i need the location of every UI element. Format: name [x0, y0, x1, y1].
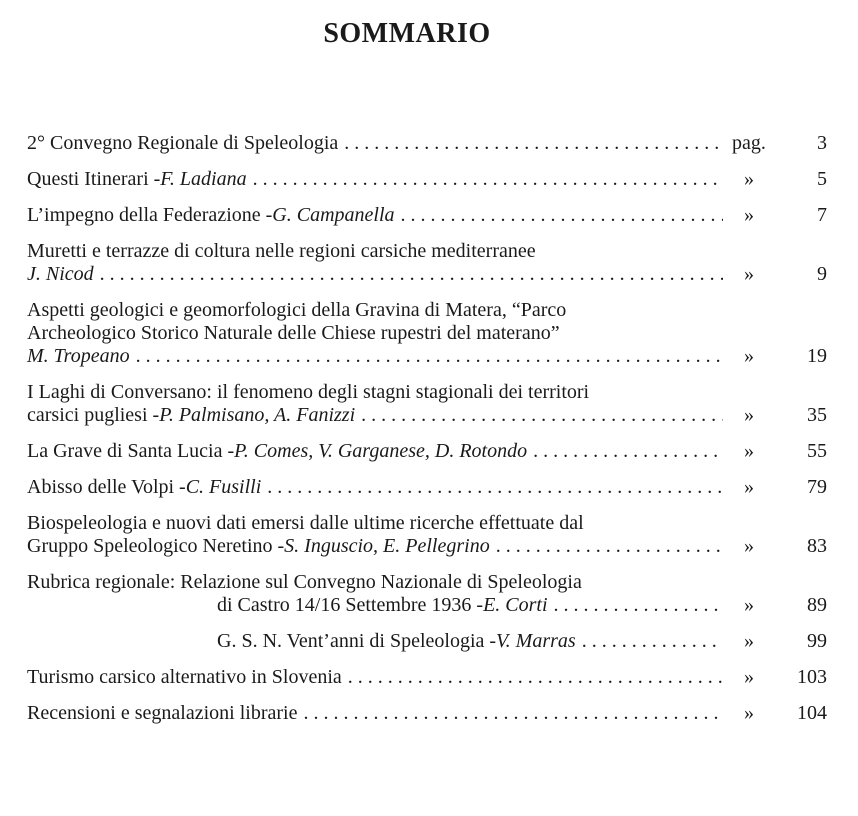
toc-entry-line [27, 240, 827, 263]
toc-entry-line [27, 571, 827, 594]
toc-title-text: La Grave di Santa Lucia - [27, 440, 235, 462]
toc-entry [27, 240, 827, 286]
toc-entry [27, 666, 827, 689]
dot-leader [401, 204, 723, 227]
toc-entry-line [27, 322, 827, 345]
page-marker: » [744, 440, 754, 462]
dot-leader [348, 666, 723, 689]
toc-entry-line [27, 666, 827, 689]
dot-leader [554, 594, 723, 617]
page-marker: » [744, 535, 754, 557]
page-number: 103 [797, 666, 827, 688]
toc-author: F. Ladiana [160, 168, 247, 190]
toc-author: P. Comes, V. Garganese, D. Rotondo [234, 440, 528, 462]
toc-entry-line [27, 404, 827, 427]
toc-title-text: L’impegno della Federazione - [27, 204, 273, 226]
dot-leader [344, 132, 723, 155]
dot-leader [303, 702, 723, 725]
page-marker: » [744, 404, 754, 426]
toc-entry [27, 512, 827, 558]
toc-entry-line [27, 512, 827, 535]
page-marker: » [744, 630, 754, 652]
page-number: 55 [807, 440, 827, 462]
toc-entry [27, 381, 827, 427]
toc-title-text: Abisso delle Volpi - [27, 476, 186, 498]
toc-author: S. Inguscio, E. Pellegrino [284, 535, 490, 557]
toc-entry [27, 299, 827, 368]
page-number: 89 [807, 594, 827, 616]
toc-entry-line [27, 204, 827, 227]
toc-title-text: I Laghi di Conversano: il fenomeno degli stagni stagionali dei territori [27, 381, 590, 403]
toc-entry-line [27, 630, 827, 653]
dot-leader [533, 440, 723, 463]
toc-author: M. Tropeano [27, 345, 130, 367]
page-number: 104 [797, 702, 827, 724]
page-number: 5 [817, 168, 827, 190]
page-marker: » [744, 168, 754, 190]
toc-title-text: Turismo carsico alternativo in Slovenia [27, 666, 342, 688]
page-number: 9 [817, 263, 827, 285]
page-marker: pag. [732, 132, 766, 154]
toc-title-text: Archeologico Storico Naturale delle Chiese rupestri del materano” [27, 322, 560, 344]
toc-entry [27, 168, 827, 191]
toc-title-text: carsici pugliesi - [27, 404, 160, 426]
toc-entry [27, 702, 827, 725]
toc-entry-line [27, 299, 827, 322]
toc-entry-line [27, 476, 827, 499]
toc-entry-line [27, 440, 827, 463]
toc-author: C. Fusilli [185, 476, 262, 498]
page-marker: » [744, 263, 754, 285]
toc-entry [27, 204, 827, 227]
dot-leader [361, 404, 723, 427]
page-number: 19 [807, 345, 827, 367]
toc-entry [27, 440, 827, 463]
toc-title-text: Rubrica regionale: Relazione sul Convegno Nazionale di Speleologia [27, 571, 582, 593]
dot-leader [267, 476, 723, 499]
page-number: 7 [817, 204, 827, 226]
dot-leader [496, 535, 723, 558]
dot-leader [100, 263, 723, 286]
page-marker: » [744, 345, 754, 367]
toc-author: G. Campanella [272, 204, 395, 226]
toc-entry [27, 571, 827, 617]
page-number: 83 [807, 535, 827, 557]
toc-title-text: Recensioni e segnalazioni librarie [27, 702, 298, 724]
toc-author: V. Marras [496, 630, 576, 652]
page-number: 3 [817, 132, 827, 154]
toc-entry [27, 132, 827, 155]
page-number: 79 [807, 476, 827, 498]
page-number: 35 [807, 404, 827, 426]
page-marker: » [744, 204, 754, 226]
toc-author: P. Palmisano, A. Fanizzi [159, 404, 356, 426]
toc-author: E. Corti [483, 594, 548, 616]
toc-author: J. Nicod [27, 263, 94, 285]
toc-title-text: di Castro 14/16 Settembre 1936 - [217, 594, 484, 616]
toc-entry [27, 476, 827, 499]
toc-title-text: Muretti e terrazze di coltura nelle regioni carsiche mediterranee [27, 240, 536, 262]
toc-title-text: Questi Itinerari - [27, 168, 161, 190]
page-title: SOMMARIO [323, 18, 491, 49]
page-marker: » [744, 666, 754, 688]
toc-entry [27, 630, 827, 653]
toc-title-text: Gruppo Speleologico Neretino - [27, 535, 285, 557]
toc-entry-line [27, 263, 827, 286]
toc-entry-line [27, 594, 827, 617]
dot-leader [582, 630, 723, 653]
toc-title-text: 2° Convegno Regionale di Speleologia [27, 132, 339, 154]
toc-entry-line [27, 132, 827, 155]
toc-entry-line [27, 702, 827, 725]
page-marker: » [744, 476, 754, 498]
table-of-contents [27, 132, 827, 738]
dot-leader [253, 168, 723, 191]
toc-entry-line [27, 168, 827, 191]
toc-entry-line [27, 345, 827, 368]
toc-entry-line [27, 535, 827, 558]
page-marker: » [744, 594, 754, 616]
toc-title-text: Aspetti geologici e geomorfologici della Gravina di Matera, “Parco [27, 299, 567, 321]
toc-title-text: Biospeleologia e nuovi dati emersi dalle ultime ricerche effettuate dal [27, 512, 584, 534]
toc-entry-line [27, 381, 827, 404]
dot-leader [136, 345, 723, 368]
page-marker: » [744, 702, 754, 724]
toc-title-text: G. S. N. Vent’anni di Speleologia - [217, 630, 497, 652]
page-number: 99 [807, 630, 827, 652]
